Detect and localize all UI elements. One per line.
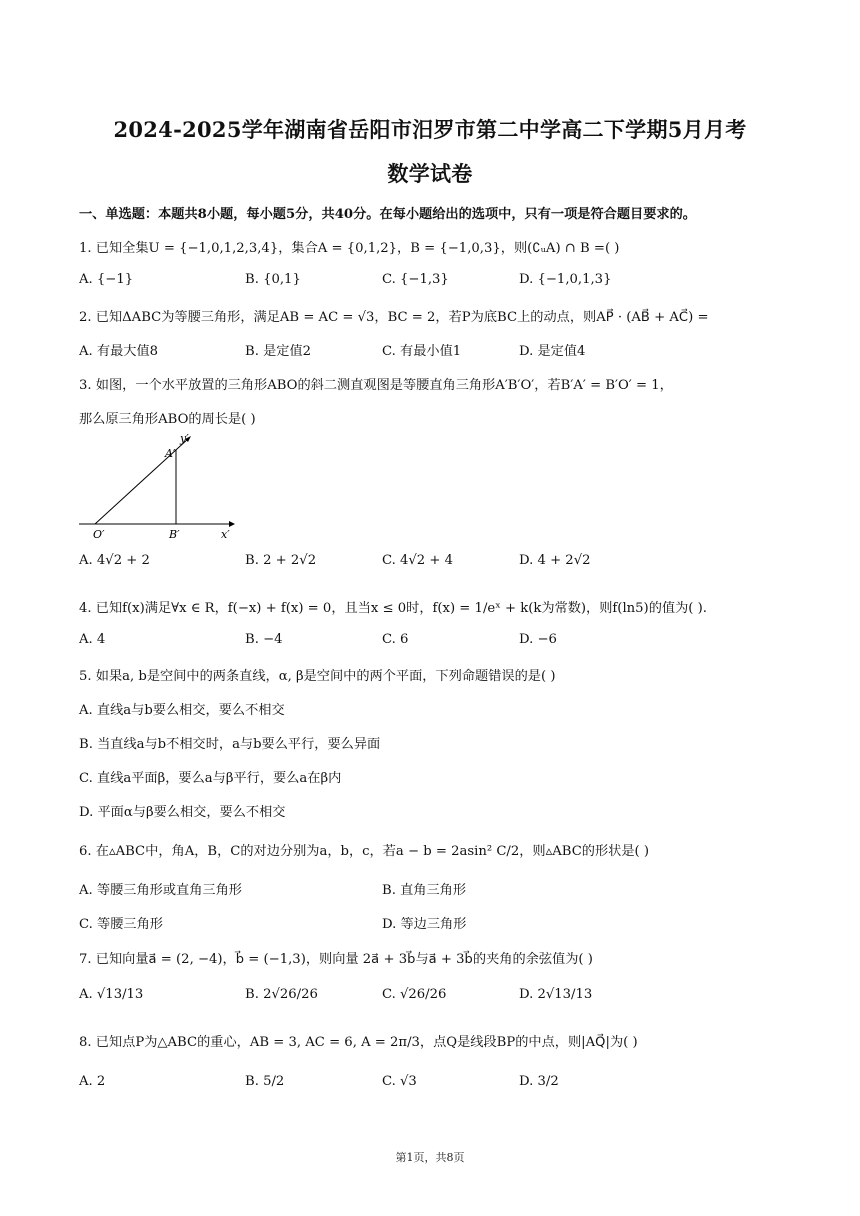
- q1-option-a: A. {−1}: [79, 272, 134, 287]
- q2-option-b: B. 是定值2: [245, 344, 312, 359]
- q2-option-d: D. 是定值4: [519, 344, 586, 359]
- question-3: 3. 如图，一个水平放置的三角形ABO的斜二测直观图是等腰直角三角形A′B′O′，若B′A′ = B′O′ = 1，: [79, 378, 673, 393]
- q5-option-d: D. 平面α与β要么相交，要么不相交: [79, 805, 286, 820]
- q5-option-c: C. 直线a平面β，要么a与β平行，要么a在β内: [79, 771, 342, 786]
- question-6: 6. 在▵ABC中，角A，B，C的对边分别为a，b，c，若a − b = 2asin² C/2，则▵ABC的形状是( ): [79, 844, 650, 859]
- q8-option-a: A. 2: [79, 1074, 106, 1089]
- q1-option-c: C. {−1,3}: [382, 272, 449, 287]
- question-4: 4. 已知f(x)满足∀x ∈ R，f(−x) + f(x) = 0，且当x ≤ 0时，f(x) = 1/eˣ + k(k为常数)，则f(ln5)的值为( ).: [79, 601, 707, 616]
- q7-option-d: D. 2√13/13: [519, 987, 593, 1002]
- label-y: y′: [180, 432, 189, 445]
- title-line2: 数学试卷: [387, 161, 473, 186]
- label-x: x′: [221, 528, 230, 541]
- q4-option-c: C. 6: [382, 632, 409, 647]
- q4-option-a: A. 4: [79, 632, 106, 647]
- q8-option-c: C. √3: [382, 1074, 417, 1089]
- label-a: A′: [165, 447, 176, 460]
- q4-option-d: D. −6: [519, 632, 557, 647]
- q2-option-c: C. 有最小值1: [382, 344, 462, 359]
- q1-option-d: D. {−1,0,1,3}: [519, 272, 612, 287]
- oblique-triangle-figure: [79, 430, 239, 545]
- q3-option-d: D. 4 + 2√2: [519, 553, 591, 568]
- q7-option-b: B. 2√26/26: [245, 987, 318, 1002]
- q6-option-c: C. 等腰三角形: [79, 917, 163, 932]
- q7-option-c: C. √26/26: [382, 987, 447, 1002]
- section-header: 一、单选题：本题共8小题，每小题5分，共40分。在每小题给出的选项中，只有一项是符合题目要求的。: [79, 207, 696, 222]
- question-2: 2. 已知ΔABC为等腰三角形，满足AB = AC = √3，BC = 2，若P为底BC上的动点，则AP⃗ · (AB⃗ + AC⃗) =: [79, 310, 709, 325]
- question-8: 8. 已知点P为△ABC的重心，AB = 3, AC = 6, A = 2π/3，点Q是线段BP的中点，则|AQ⃗|为( ): [79, 1035, 638, 1050]
- q3-option-a: A. 4√2 + 2: [79, 553, 150, 568]
- question-3-cont: 那么原三角形ABO的周长是( ): [79, 412, 256, 427]
- question-5: 5. 如果a, b是空间中的两条直线，α, β是空间中的两个平面，下列命题错误的是( ): [79, 669, 556, 684]
- question-7: 7. 已知向量a⃗ = (2, −4)，b⃗ = (−1,3)，则向量 2a⃗ + 3b⃗与a⃗ + 3b⃗的夹角的余弦值为( ): [79, 952, 593, 967]
- title-line1: 2024-2025学年湖南省岳阳市汨罗市第二中学高二下学期5月月考: [113, 117, 747, 142]
- q1-option-b: B. {0,1}: [245, 272, 301, 287]
- q3-option-c: C. 4√2 + 4: [382, 553, 454, 568]
- q3-option-b: B. 2 + 2√2: [245, 553, 317, 568]
- label-o: O′: [93, 528, 105, 541]
- label-b: B′: [169, 528, 180, 541]
- page-footer: 第1页，共8页: [395, 1151, 465, 1164]
- q8-option-d: D. 3/2: [519, 1074, 559, 1089]
- q6-option-b: B. 直角三角形: [382, 883, 467, 898]
- q4-option-b: B. −4: [245, 632, 283, 647]
- x-axis-arrow: [229, 521, 235, 527]
- q6-option-d: D. 等边三角形: [382, 917, 467, 932]
- q8-option-b: B. 5/2: [245, 1074, 285, 1089]
- q5-option-a: A. 直线a与b要么相交，要么不相交: [79, 703, 285, 718]
- q2-option-a: A. 有最大值8: [79, 344, 159, 359]
- q7-option-a: A. √13/13: [79, 987, 144, 1002]
- q6-option-a: A. 等腰三角形或直角三角形: [79, 883, 242, 898]
- q5-option-b: B. 当直线a与b不相交时，a与b要么平行，要么异面: [79, 737, 381, 752]
- question-1: 1. 已知全集U = {−1,0,1,2,3,4}，集合A = {0,1,2}，B = {−1,0,3}，则(∁ᵤA) ∩ B =( ): [79, 241, 620, 256]
